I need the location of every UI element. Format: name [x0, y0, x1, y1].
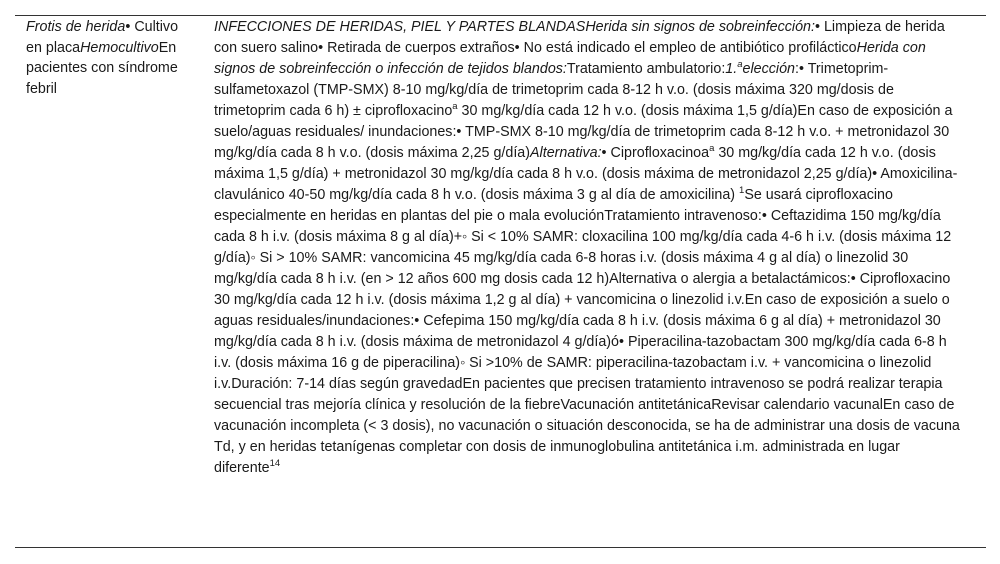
table-top-rule: [15, 15, 986, 16]
superscript-a-ciprofloxacino: a: [452, 101, 458, 113]
text-intravenous: Se usará ciprofloxacino especialmente en heridas en plantas del pie o mala evoluciónTratamiento intravenoso:• Ceftazidima 150 mg/kg/día cada 8 h i.v. (dosis máxima 8 g al día)+◦ Si < 10% SAMR: cloxacilina 100 mg/kg/día cada 4-6 h i.v. (dosis máxima 12 g/día)◦ Si > 10% SAMR: vancomicina 45 mg/kg/día cada 6-8 horas i.v. (dosis máxima 4 g al día) o linezolid 30 mg/kg/día cada 8 h i.v. (en > 12 años 600 mg dosis cada 12 h)Alternativa o alergia a betalactámicos:• Ciprofloxacino 30 mg/kg/día cada 12 h i.v. (dosis máxima 1,2 g al día) + vancomicina o linezolid i.v.En caso de exposición a suelo o aguas residuales/inundaciones:• Cefepima 150 mg/kg/día cada 8 h i.v. (dosis máxima 6 g al día) + metronidazol 30 mg/kg/día cada 8 h i.v. (dosis máxima de metronidazol 4 g/día)ó• Piperacilina-tazobactam 300 mg/kg/día cada 6-8 h i.v. (dosis máxima 16 g de piperacilina)◦ Si >10% de SAMR: piperacilina-tazobactam i.v. + vancomicina o linezolid i.v.Duración: 7-14 días según gravedadEn pacientes que precisen tratamiento intravenoso se podrá realizar terapia secuencial tras mejoría clínica y resolución de la fiebreVacunación antitetánicaRevisar calendario vacunalEn caso de vacunación incompleta (< 3 dosis), no vacunación o situación desconocida, se ha de administrar una dosis de vacuna Td, y en heridas tetanígenas completar con dosis de inmunoglobulina antitetánica i.m. administrada en lugar diferente: [214, 187, 960, 476]
text-cipro-exposure: 30 mg/kg/día cada 12 h v.o. (dosis máxima 1,5 g/día)En caso de exposición a suelo/aguas residuales/ inundaciones:• TMP-SMX 8-10 mg/kg/día de trimetoprim cada 8-12 h v.o. + metronidazol 30 mg/kg/día cada 8 h v.o. (dosis máxima 2,25 g/día): [214, 103, 953, 161]
sample-wound-swab: Frotis de herida: [26, 19, 126, 35]
text-first-choice-number: 1.: [725, 61, 738, 77]
text-first-choice-label: elección: [742, 61, 795, 77]
text-outpatient-label: Tratamiento ambulatorio:: [566, 61, 726, 77]
footnote-ref-1: 1: [739, 185, 745, 197]
subheading-no-superinfection: Herida sin signos de sobreinfección:: [585, 19, 815, 35]
text-wound-care: • Limpieza de herida con suero salino• Retirada de cuerpos extraños• No está indicado el empleo de antibiótico profiláctico: [214, 19, 945, 56]
table-bottom-rule: [15, 547, 986, 548]
text-cipro-alt: • Ciprofloxacinoa: [601, 145, 710, 161]
table-cell-treatment: [214, 17, 962, 479]
table-cell-sample: [26, 17, 196, 99]
text-tmp-smx: :• Trimetoprim-sulfametoxazol (TMP-SMX) 8-10 mg/kg/día de trimetoprim cada 8-12 h v.o. (dosis máxima 320 mg/dosis de trimetoprim cada 6 h) ± ciprofloxacino: [214, 61, 894, 119]
superscript-a-alt: a: [709, 143, 715, 155]
superscript-a: a: [737, 59, 743, 71]
text-alt-regimen: 30 mg/kg/día cada 12 h v.o. (dosis máxima 1,5 g/día) + metronidazol 30 mg/kg/día cada 8 h v.o. (dosis máxima de metronidazol 2,25 g/día)• Amoxicilina-clavulánico 40-50 mg/kg/día cada 8 h v.o. (dosis máxima 3 g al día de amoxicilina): [214, 145, 958, 203]
sample-culture-plate: • Cultivo en placa: [26, 19, 179, 56]
text-alternative-label: Alternativa:: [530, 145, 602, 161]
sample-febrile-note: En pacientes con síndrome febril: [26, 39, 178, 97]
section-heading: INFECCIONES DE HERIDAS, PIEL Y PARTES BLANDAS: [214, 19, 586, 35]
sample-blood-culture: Hemocultivo: [80, 39, 159, 56]
reference-14: 14: [269, 458, 281, 470]
subheading-superinfection: Herida con signos de sobreinfección o infección de tejidos blandos:: [214, 40, 926, 77]
